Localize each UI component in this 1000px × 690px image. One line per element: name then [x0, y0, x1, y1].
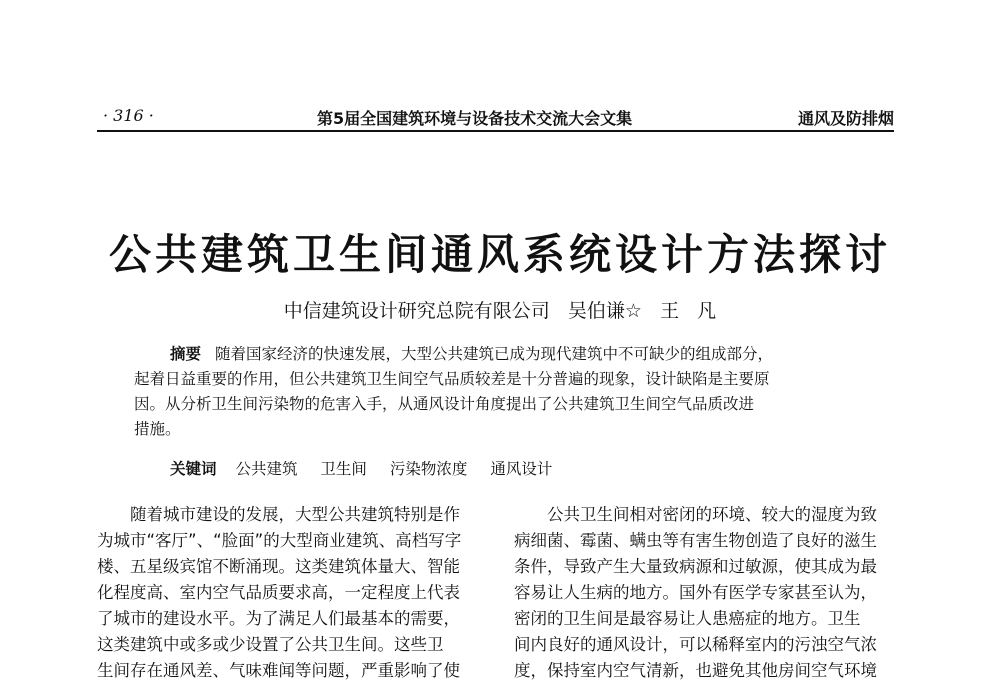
- body-column-right: [514, 502, 894, 684]
- keywords-label: 关键词: [170, 460, 217, 478]
- body-line: 生间存在通风差、气味难闻等问题，严重影响了使: [97, 661, 460, 680]
- paper-title: 公共建筑卫生间通风系统设计方法探讨: [108, 230, 891, 279]
- keyword: 卫生间: [320, 460, 367, 478]
- page-number: · 316 ·: [103, 106, 154, 125]
- body-line: 楼、五星级宾馆不断涌现。这类建筑体量大、智能: [97, 557, 460, 576]
- author-line: 中信建筑设计研究总院有限公司 吴伯谦☆ 王 凡: [283, 300, 717, 322]
- body-column-left: [97, 502, 477, 684]
- body-line: 这类建筑中或多或少设置了公共卫生间。这些卫: [97, 635, 444, 654]
- keyword: 污染物浓度: [389, 460, 468, 478]
- abstract-line: [134, 342, 858, 367]
- body-line: 条件，导致产生大量致病源和过敏源，使其成为最: [514, 557, 877, 576]
- body-line: 为城市“客厅”、“脸面”的大型商业建筑、高档写字: [97, 531, 462, 550]
- body-line: 化程度高、室内空气品质要求高，一定程度上代表: [97, 583, 460, 602]
- body-line: 随着城市建设的发展，大型公共建筑特别是作: [130, 505, 460, 524]
- journal-title: 第5届全国建筑环境与设备技术交流大会文集: [317, 109, 633, 128]
- abstract-line: 起着日益重要的作用，但公共建筑卫生间空气品质较差是十分普遍的现象，设计缺陷是主要原: [134, 370, 770, 388]
- body-line: 间内良好的通风设计，可以稀释室内的污浊空气浓: [514, 635, 877, 654]
- running-header: [97, 104, 894, 132]
- abstract: [134, 342, 858, 442]
- body-line: 了城市的建设水平。为了满足人们最基本的需要，: [97, 609, 460, 628]
- body-line: 病细菌、霉菌、螨虫等有害生物创造了良好的滋生: [514, 531, 877, 550]
- abstract-text: 随着国家经济的快速发展，大型公共建筑已成为现代建筑中不可缺少的组成部分，: [215, 345, 774, 363]
- abstract-line: 因。从分析卫生间污染物的危害入手，从通风设计角度提出了公共建筑卫生间空气品质改进: [134, 395, 755, 413]
- section-name: 通风及防排烟: [797, 109, 894, 128]
- abstract-label: 摘要: [170, 345, 202, 363]
- keyword: 公共建筑: [235, 460, 298, 478]
- body-line: 公共卫生间相对密闭的环境、较大的湿度为致: [547, 505, 877, 524]
- keywords: [170, 457, 570, 479]
- body-line: 度，保持室内空气清新，也避免其他房间空气环境: [514, 661, 877, 680]
- keyword: 通风设计: [490, 460, 553, 478]
- body-line: 容易让人生病的地方。国外有医学专家甚至认为，: [514, 583, 877, 602]
- abstract-line: 措施。: [134, 420, 181, 438]
- body-line: 密闭的卫生间是最容易让人患癌症的地方。卫生: [514, 609, 861, 628]
